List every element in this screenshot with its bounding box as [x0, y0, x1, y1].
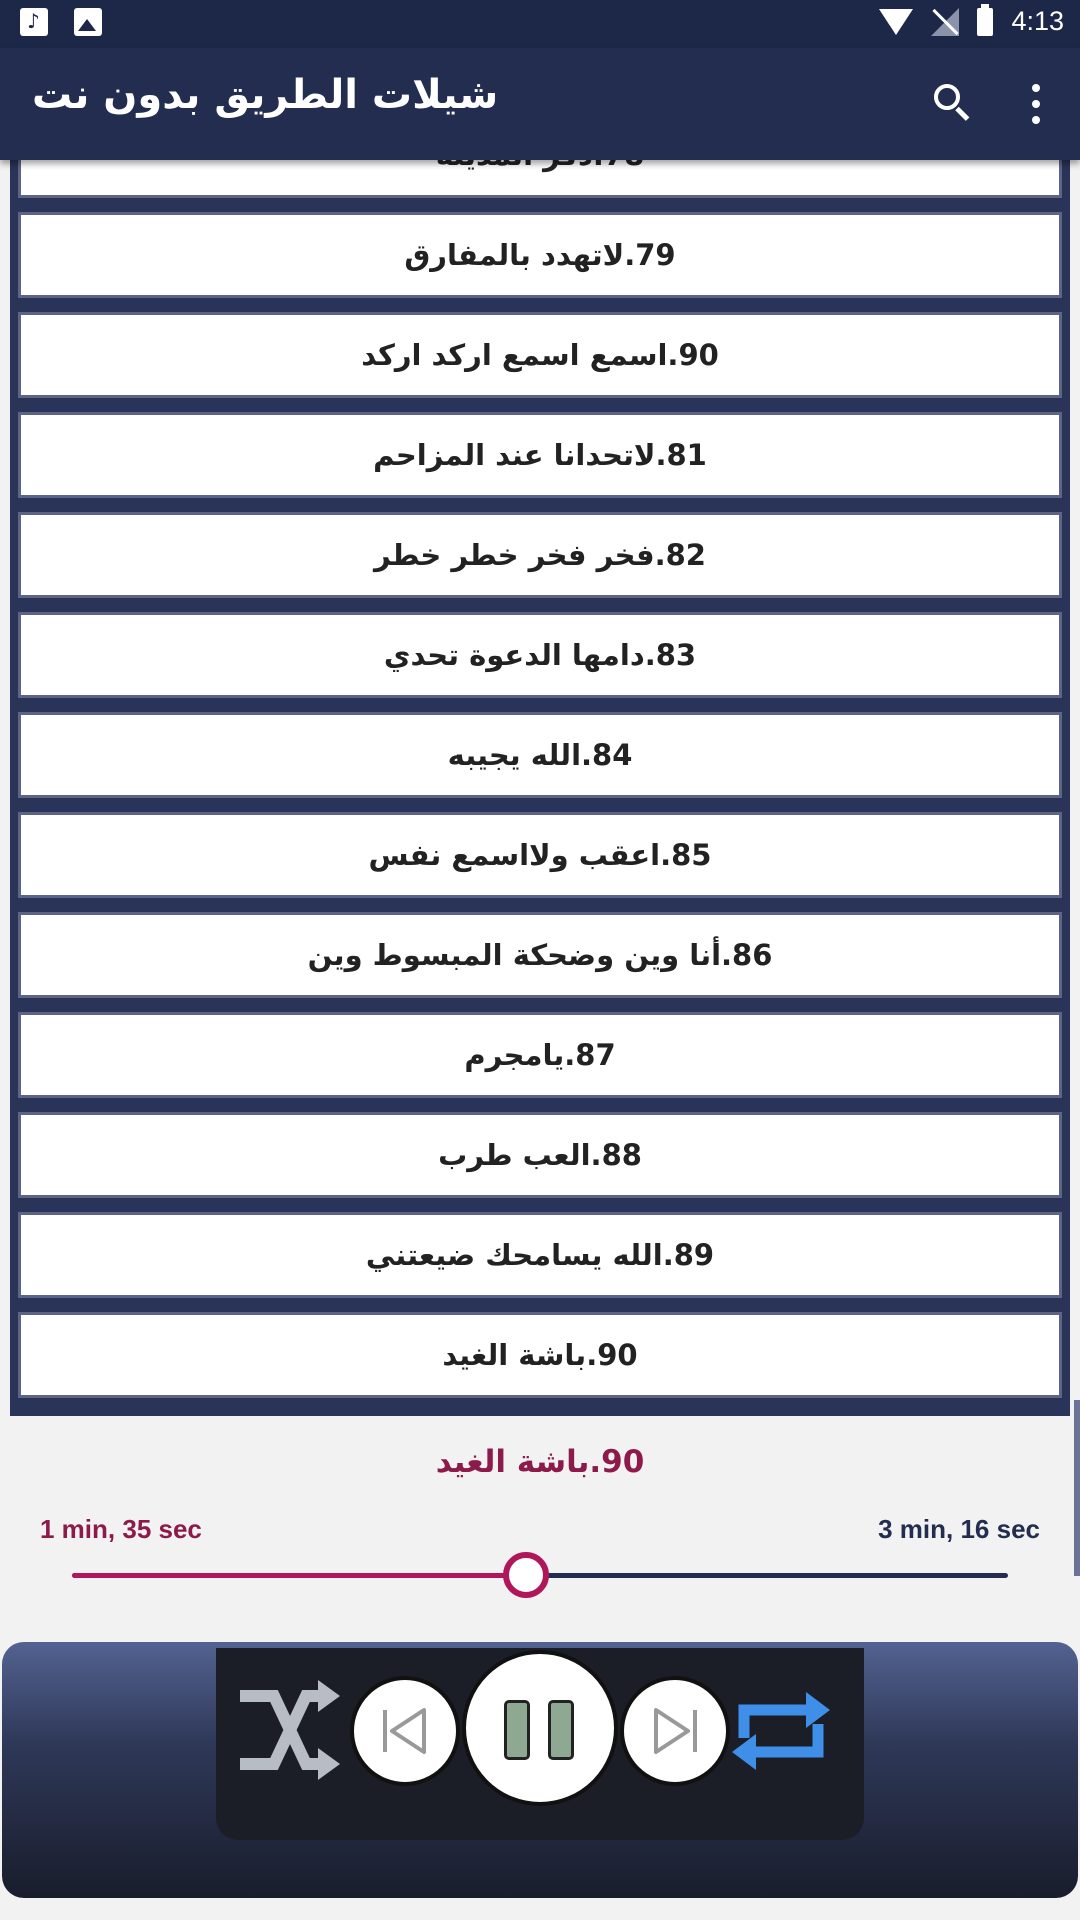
- search-button[interactable]: [924, 76, 980, 132]
- previous-icon: [354, 1680, 456, 1782]
- track-list-item[interactable]: [18, 912, 1062, 998]
- photo-notification-icon: [74, 8, 102, 36]
- track-title: 82.فخر فخر خطر خطر: [374, 538, 706, 572]
- no-signal-icon: [931, 8, 959, 36]
- pause-button[interactable]: [462, 1650, 618, 1806]
- wifi-icon: [879, 9, 913, 35]
- music-notification-icon: [20, 8, 48, 36]
- track-title: 79.لاتهدد بالمفارق: [404, 238, 676, 272]
- shuffle-button[interactable]: [236, 1686, 340, 1776]
- next-button[interactable]: [620, 1676, 730, 1786]
- previous-button[interactable]: [350, 1676, 460, 1786]
- seek-bar[interactable]: [72, 1573, 1008, 1578]
- repeat-button[interactable]: [726, 1676, 836, 1786]
- battery-icon: [977, 8, 993, 36]
- seek-bar-progress: [72, 1573, 526, 1578]
- next-icon: [624, 1680, 726, 1782]
- status-bar: [0, 0, 1080, 48]
- track-list-item[interactable]: [18, 1212, 1062, 1298]
- track-list-item[interactable]: [18, 612, 1062, 698]
- track-list-item[interactable]: [18, 512, 1062, 598]
- app-title: شيلات الطريق بدون نت: [32, 72, 499, 118]
- total-time: 3 min, 16 sec: [878, 1514, 1040, 1544]
- track-list-item[interactable]: [18, 312, 1062, 398]
- track-title: 87.يامجرم: [464, 1038, 616, 1072]
- track-title: 90.اسمع اسمع اركد اركد: [361, 338, 719, 372]
- status-time: 4:13: [1011, 6, 1064, 36]
- seek-thumb[interactable]: [503, 1552, 549, 1598]
- track-title: 89.الله يسامحك ضيعتني: [365, 1238, 715, 1272]
- track-title: 84.الله يجيبه: [447, 738, 633, 772]
- track-title: 85.اعقب ولااسمع نفس: [368, 838, 712, 872]
- track-list-item[interactable]: [18, 1112, 1062, 1198]
- list-scrollbar[interactable]: [1074, 1400, 1080, 1576]
- elapsed-time: 1 min, 35 sec: [40, 1514, 202, 1544]
- track-title: 88.العب طرب: [438, 1138, 642, 1172]
- track-list-item[interactable]: [18, 812, 1062, 898]
- app-bar: [0, 48, 1080, 160]
- track-list-item[interactable]: [18, 1012, 1062, 1098]
- track-list-item[interactable]: [18, 712, 1062, 798]
- track-list[interactable]: [10, 160, 1070, 1416]
- now-playing-title: 90.باشة الغيد: [435, 1444, 645, 1480]
- track-list-item[interactable]: [18, 412, 1062, 498]
- track-title: 81.لاتحدانا عند المزاحم: [373, 438, 707, 472]
- track-list-item[interactable]: [18, 212, 1062, 298]
- shuffle-icon: [236, 1686, 340, 1776]
- repeat-icon: [726, 1676, 836, 1786]
- overflow-menu-button[interactable]: [1018, 80, 1054, 128]
- track-title: 90.باشة الغيد: [442, 1338, 638, 1372]
- track-list-item[interactable]: [18, 1312, 1062, 1398]
- track-title: 86.أنا وين وضحكة المبسوط وين: [307, 938, 773, 972]
- track-title: 83.دامها الدعوة تحدي: [383, 638, 697, 672]
